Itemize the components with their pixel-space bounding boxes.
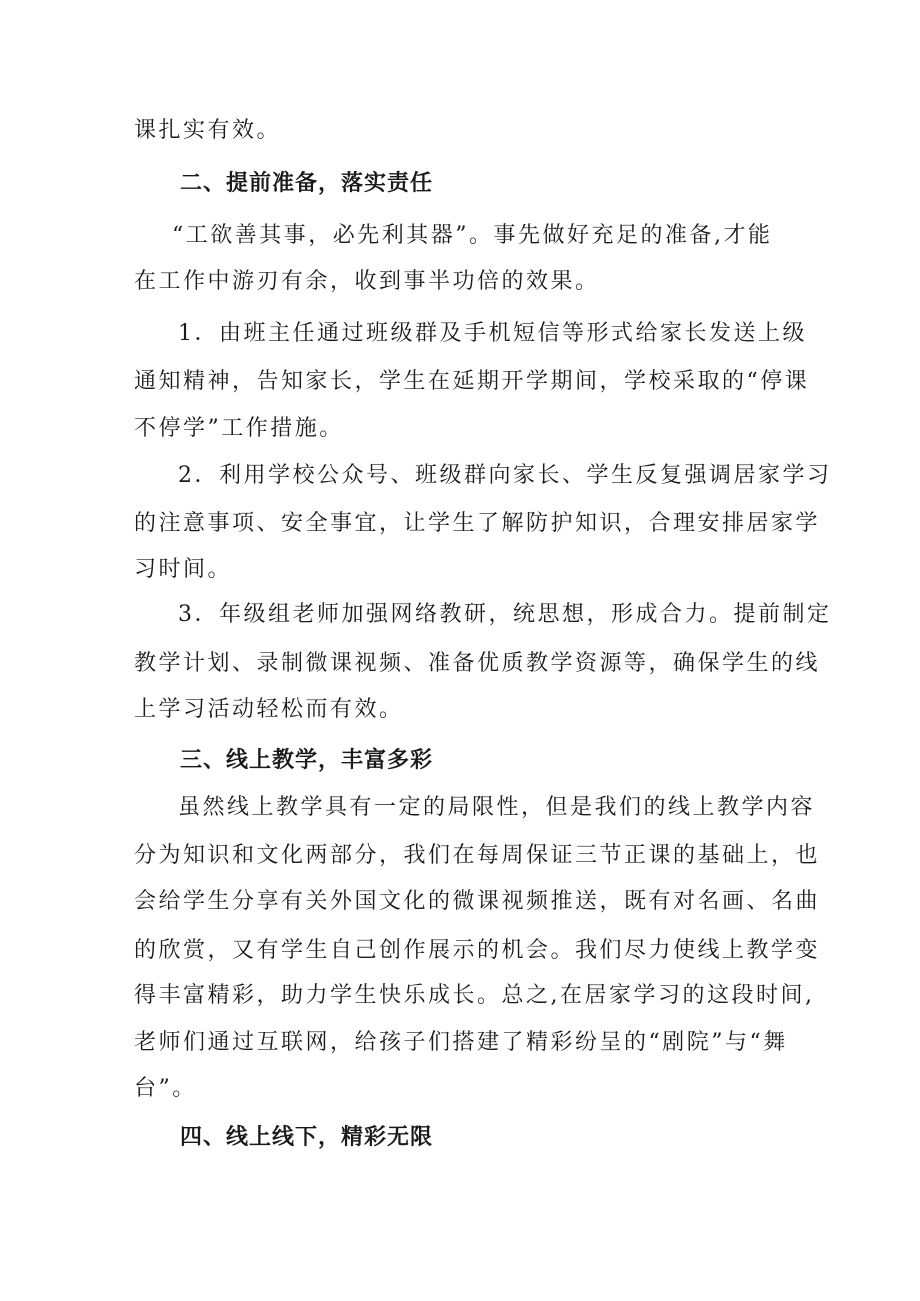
text-line: 教学计划、录制微课视频、准备优质教学资源等，确保学生的线: [134, 651, 821, 676]
text-line: 台”。: [134, 1076, 197, 1101]
text-line: 分为知识和文化两部分，我们在每周保证三节正课的基础上，也: [134, 843, 821, 868]
text-line: “工欲善其事，必先利其器”。事先做好充足的准备,才能: [172, 223, 773, 248]
text-line: 老师们通过互联网，给孩子们搭建了精彩纷呈的“剧院”与“舞: [134, 1030, 788, 1055]
list-item-2: 2．利用学校公众号、班级群向家长、学生反复强调居家学习: [178, 463, 832, 488]
section-heading: 三、线上教学，丰富多彩: [180, 748, 434, 773]
text-line: 课扎实有效。: [134, 118, 282, 143]
text-line: 的注意事项、安全事宜，让学生了解防护知识，合理安排居家学: [134, 511, 821, 536]
text-line: 习时间。: [134, 557, 233, 582]
text-line: 得丰富精彩，助力学生快乐成长。总之,在居家学习的这段时间,: [134, 983, 815, 1008]
text-line: 会给学生分享有关外国文化的微课视频推送，既有对名画、名曲: [134, 889, 821, 914]
text-line: 不停学”工作措施。: [134, 416, 344, 441]
text-line: 虽然线上教学具有一定的局限性，但是我们的线上教学内容: [178, 795, 816, 820]
list-item-1: 1．由班主任通过班级群及手机短信等形式给家长发送上级: [178, 321, 807, 346]
text-line: 在工作中游刃有余，收到事半功倍的效果。: [134, 269, 600, 294]
section-heading: 四、线上线下，精彩无限: [180, 1125, 434, 1150]
list-item-3: 3．年级组老师加强网络教研，统思想，形成合力。提前制定: [178, 602, 832, 627]
section-heading: 二、提前准备，落实责任: [180, 171, 434, 196]
text-line: 上学习活动轻松而有效。: [134, 697, 404, 722]
text-line: 的欣赏，又有学生自己创作展示的机会。我们尽力使线上教学变: [134, 938, 821, 963]
text-line: 通知精神，告知家长，学生在延期开学期间，学校采取的“停课: [134, 369, 810, 394]
